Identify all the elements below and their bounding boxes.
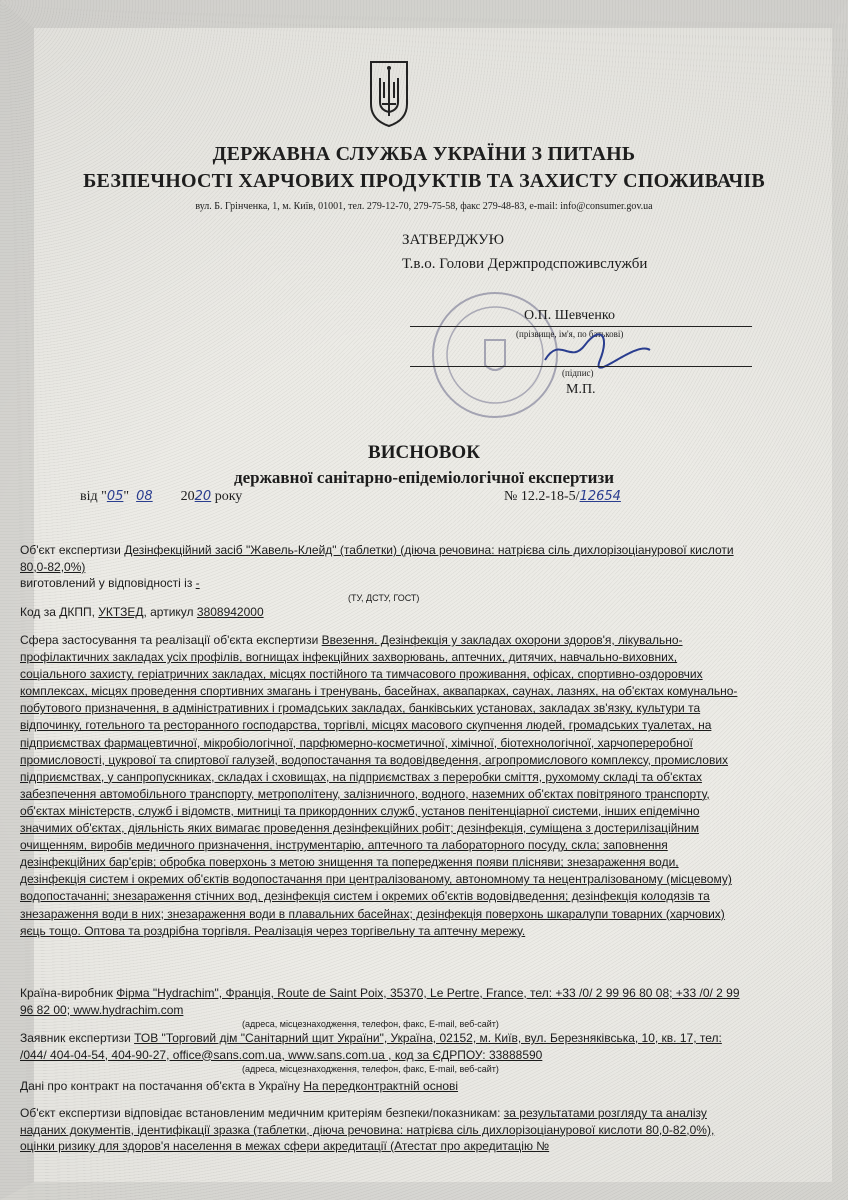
seal-label: М.П. bbox=[566, 382, 596, 397]
approver-name: О.П. Шевченко bbox=[524, 308, 615, 323]
country-paragraph: Країна-виробник Фірма "Hydrachim", Франція, Route de Saint Poix, 35370, Le Pertre, France, тел: +33 /0/ 2 99 96 80 08; +33 /0/ 2 99 96 82 00; www.hydrachim.com bbox=[20, 986, 740, 1017]
applicant-value: ТОВ "Торговий дім "Санітарний щит України", Україна, 02152, м. Київ, вул. Березняківська, 10, кв. 17, тел: /044/ 404-04-54, 404-90-27, office@sans.com.ua, www.sans.com.ua , код за ЄДРПОУ: 33888590 bbox=[20, 1031, 722, 1062]
scope-paragraph: Сфера застосування та реалізації об'єкта експертизи Ввезення. Дезінфекція у закладах охорони здоров'я, лікувально-профілактичних закладах усіх профілів, вогнищах інфекційних захворювань, аптечних, дитячих, навчально-виховних, соціального захисту, геріатричних закладах, місцях постійного та тимчасового проживання, офісах, спортивно-оздоровчих комплексах, місцях проведення спортивних змагань і тренувань, басейнах, аквапарках, саунах, лазнях, на об'єктах комунально-побутового призначення, в адміністративних і громадських закладах, банківських установах, закладах зв'язку, культури та відпочинку, готельного та ресторанного господарства, торгівлі, місцях масового скупчення людей, громадських туалетах, на підприємствах фармацевтичної, мікробіологічної, парфюмерно-косметичної, хімічної, біотехнологічної, харчопереробної промисловості, цукрової та спиртової галузей, водопостачання та водовідведення, агропромислового комплексу, промислових підприємствах, у санпропускниках, складах і сховищах, на підприємствах з переробки сміття, рухомому складі та об'єктах забезпечення автомобільного транспорту, метрополітену, залізничного, водного, наземних об'єктах повітряного транспорту, об'єктах міністерств, служб і відомств, митниці та прикордонних служб, установ пенітенціарної системи, інших епідемічно значимих об'єктах, діяльність яких вимагає проведення дезінфекційних робіт; дезінфекція, суміщена з достерилізаційним очищенням, виробів медичного призначення, інструментарію, аптечного та лабораторного посуду, скла; заповнення дезінфекційних бар'єрів; обробка поверхонь з метою знищення та попередження появи плісняви; знезараження води, дезінфекція систем і окремих об'єктів водопостачання при централізованому, автономному та нецентралізованому (місцевому) водопостачанні; знезараження стічних вод, дезінфекція систем і окремих об'єктів водовідведення; дезінфекція колодязів та знезараження води в них; знезараження води в плавальних басейнах; дезінфекція поверхонь шкаралупи товарних (харчових) яєць тощо. Оптова та роздрібна торгівля. Реалізація через торгівельну та аптечну мережу. bbox=[20, 633, 738, 938]
object-value: Дезінфекційний засіб "Жавель-Клейд" (таблетки) (діюча речовина: натрієва сіль дихлорізоціанурової кислоти 80,0-82,0%) bbox=[20, 543, 734, 574]
document-number: № 12.2-18-5/12654 bbox=[504, 489, 621, 504]
document-title: ВИСНОВОК bbox=[368, 442, 480, 463]
date-year: 20 bbox=[194, 489, 212, 504]
object-paragraph: Об'єкт експертизи Дезінфекційний засіб "Жавель-Клейд" (таблетки) (діюча речовина: натрієва сіль дихлорізоціанурової кислоти 80,0-82,0%) виготовлений у відповідності із - bbox=[20, 543, 734, 591]
agency-name-line2: БЕЗПЕЧНОСТІ ХАРЧОВИХ ПРОДУКТІВ ТА ЗАХИСТУ СПОЖИВАЧІВ bbox=[83, 170, 765, 192]
standard-caption: (ТУ, ДСТУ, ГОСТ) bbox=[348, 593, 420, 603]
applicant-address-caption: (адреса, місцезнаходження, телефон, факс, E-mail, веб-сайт) bbox=[242, 1064, 499, 1074]
date-line: від "05" 08 2020 року bbox=[80, 489, 243, 504]
document-content bbox=[10, 0, 838, 1200]
scope-value: Ввезення. Дезінфекція у закладах охорони здоров'я, лікувально-профілактичних закладах усіх профілів, вогнищах інфекційних захворювань, аптечних, дитячих, навчально-виховних, соціального захисту, геріатричних закладах, місцях постійного та тимчасового проживання, офісах, спортивно-оздоровчих комплексах, місцях проведення спортивних змагань і тренувань, басейнах, аквапарках, саунах, лазнях, на об'єктах комунально-побутового призначення, в адміністративних і громадських закладах, банківських установах, закладах зв'язку, культури та відпочинку, готельного та ресторанного господарства, торгівлі, місцях масового скупчення людей, громадських туалетах, на підприємствах фармацевтичної, мікробіологічної, парфюмерно-косметичної, хімічної, біотехнологічної, харчопереробної промисловості, цукрової та спиртової галузей, водопостачання та водовідведення, агропромислового комплексу, промислових підприємствах, у санпропускниках, складах і сховищах, на підприємствах з переробки сміття, рухомому складі та об'єктах забезпечення автомобільного транспорту, метрополітену, залізничного, водного, наземних об'єктах повітряного транспорту, об'єктах міністерств, служб і відомств, митниці та прикордонних служб, установ пенітенціарної системи, інших епідемічно значимих об'єктах, діяльність яких вимагає проведення дезінфекційних робіт; дезінфекція, суміщена з достерилізаційним очищенням, виробів медичного призначення, інструментарію, аптечного та лабораторного посуду, скла; заповнення дезінфекційних бар'єрів; обробка поверхонь з метою знищення та попередження появи плісняви; знезараження води, дезінфекція систем і окремих об'єктів водопостачання при централізованому, автономному та нецентралізованому (місцевому) водопостачанні; знезараження стічних вод, дезінфекція систем і окремих об'єктів водовідведення; дезінфекція колодязів та знезараження води в них; знезараження води в плавальних басейнах; дезінфекція поверхонь шкаралупи товарних (харчових) яєць тощо. Оптова та роздрібна торгівля. Реалізація через торгівельну та аптечну мережу. bbox=[20, 633, 738, 938]
signature-caption: (підпис) bbox=[562, 368, 594, 378]
date-month: 08 bbox=[136, 489, 153, 504]
name-line bbox=[410, 326, 752, 327]
approve-label: ЗАТВЕРДЖУЮ bbox=[402, 232, 505, 248]
name-caption: (прізвище, ім'я, по батькові) bbox=[516, 329, 624, 339]
compliance-paragraph: Об'єкт експертизи відповідає встановленим медичним критеріям безпеки/показникам: за результатами розгляду та аналізу наданих документів, ідентифікації зразка (таблетки, діюча речовина: натрієва сіль дихлорізоціанурової кислоти 80,0-82,0%), оцінки ризику для здоров'я населення в межах сфери акредитації (Атестат про акредитацію № bbox=[20, 1106, 715, 1154]
coat-of-arms-icon bbox=[368, 58, 410, 128]
contract-line: Дані про контракт на постачання об'єкта в Україну На передконтрактній основі bbox=[20, 1079, 459, 1093]
compliance-value: за результатами розгляду та аналізу наданих документів, ідентифікації зразка (таблетки, діюча речовина: натрієва сіль дихлорізоціанурової кислоти 80,0-82,0%), оцінки ризику для здоров'я населення в межах сфери акредитації (Атестат про акредитацію № bbox=[20, 1106, 715, 1154]
agency-address: вул. Б. Грінченка, 1, м. Київ, 01001, тел. 279-12-70, 279-75-58, факс 279-48-83, e-mail: info@consumer.gov.ua bbox=[195, 201, 653, 212]
code-line: Код за ДКПП, УКТЗЕД, артикул 3808942000 bbox=[20, 605, 264, 619]
country-address-caption: (адреса, місцезнаходження, телефон, факс, E-mail, веб-сайт) bbox=[242, 1019, 499, 1029]
country-value: Фірма "Hydrachim", Франція, Route de Saint Poix, 35370, Le Pertre, France, тел: +33 /0/ 2 99 96 80 08; +33 /0/ 2 99 96 82 00; www.hydrachim.com bbox=[20, 986, 740, 1017]
contract-value: На передконтрактній основі bbox=[303, 1079, 459, 1093]
signature-line bbox=[410, 366, 752, 367]
agency-name-line1: ДЕРЖАВНА СЛУЖБА УКРАЇНИ З ПИТАНЬ bbox=[212, 143, 636, 165]
approver-position: Т.в.о. Голови Держпродспоживслужби bbox=[402, 256, 648, 272]
applicant-paragraph: Заявник експертизи ТОВ "Торговий дім "Санітарний щит України", Україна, 02152, м. Київ, вул. Березняківська, 10, кв. 17, тел: /044/ 404-04-54, 404-90-27, office@sans.com.ua, www.sans.com.ua , код за ЄДРПОУ: 33888590 bbox=[20, 1031, 722, 1062]
signature-icon bbox=[540, 330, 660, 370]
code-value: 3808942000 bbox=[196, 605, 264, 619]
date-day: 05 bbox=[106, 489, 124, 504]
document-subtitle: державної санітарно-епідеміологічної експертизи bbox=[233, 468, 615, 487]
